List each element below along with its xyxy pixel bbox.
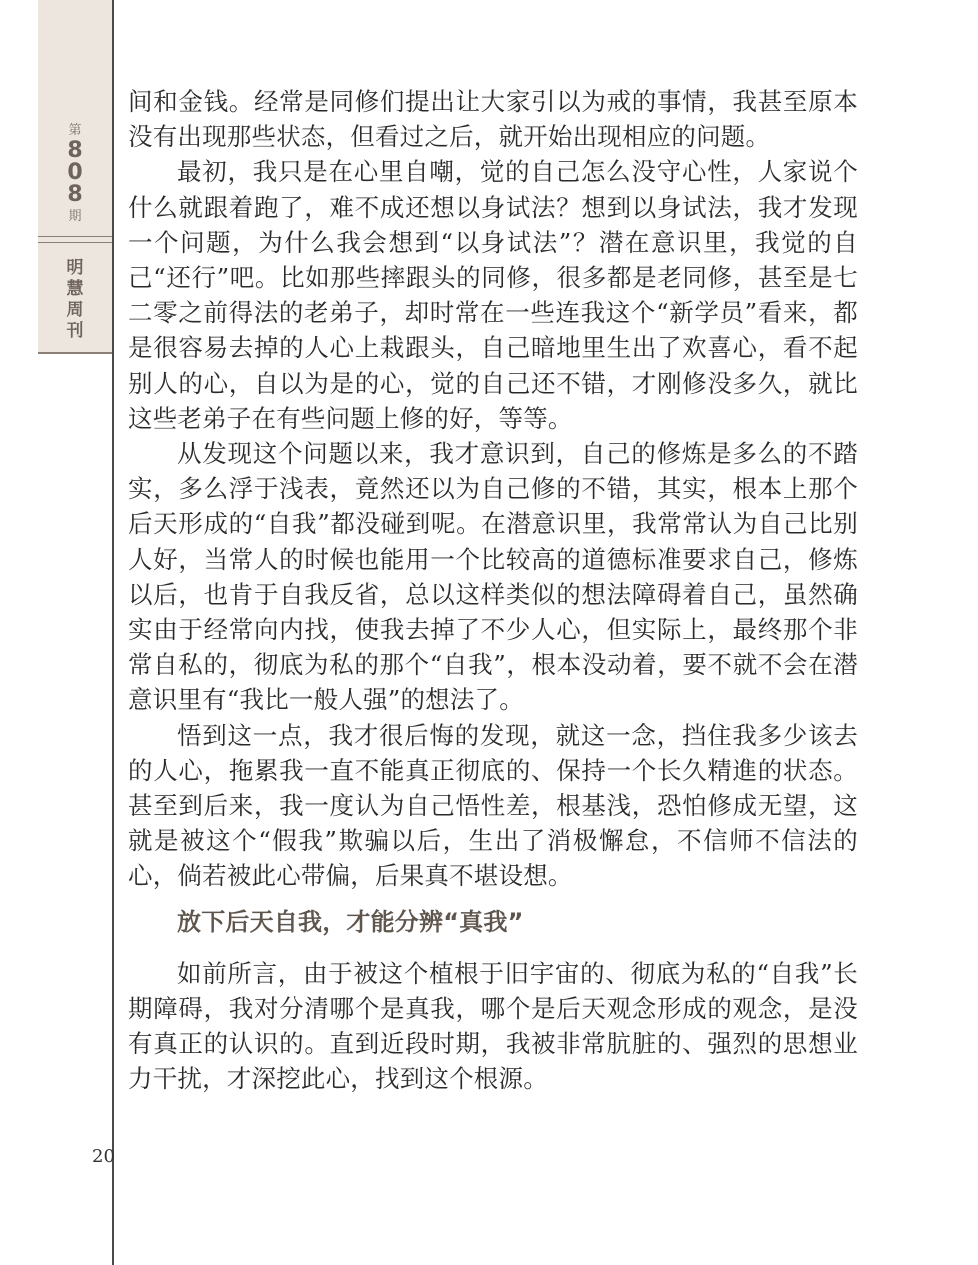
- issue-digit-2: 0: [67, 160, 83, 185]
- issue-prefix: 第: [68, 123, 82, 138]
- paragraph-3: 从发现这个问题以来，我才意识到，自己的修炼是多么的不踏实，多么浮于浅表，竟然还以为自己修的不错，其实，根本上那个后天形成的“自我”都没碰到呢。在潜意识里，我常常认为自己比别人好，当常人的时候也能用一个比较高的道德标准要求自己，修炼以后，也肯于自我反省，总以这样类似的想法障碍着自己，虽然确实由于经常向内找，使我去掉了不少人心，但实际上，最终那个非常自私的，彻底为私的那个“自我”，根本没动着，要不就不会在潜意识里有“我比一般人强”的想法了。: [128, 439, 858, 715]
- article-body: [128, 84, 858, 1096]
- issue-label: [38, 122, 112, 226]
- issue-digit-1: 8: [67, 138, 83, 163]
- paragraph-1: 间和金钱。经常是同修们提出让大家引以为戒的事情，我甚至原本没有出现那些状态，但看过之后，就开始出现相应的问题。: [128, 87, 858, 152]
- paragraph-5: 如前所言，由于被这个植根于旧宇宙的、彻底为私的“自我”长期障碍，我对分清哪个是真我，哪个是后天观念形成的观念，是没有真正的认识的。直到近段时期，我被非常肮脏的、强烈的思想业力干扰，才深挖此心，找到这个根源。: [128, 958, 858, 1094]
- sidebar-divider: [38, 236, 112, 243]
- issue-digit-3: 8: [67, 182, 83, 207]
- magazine-char: 刊: [66, 321, 84, 341]
- margin-rule: [112, 0, 114, 1265]
- magazine-char: 明: [66, 258, 84, 278]
- paragraph-4: 悟到这一点，我才很后悔的发现，就这一念，挡住我多少该去的人心，拖累我一直不能真正彻底的、保持一个长久精進的状态。甚至到后来，我一度认为自己悟性差，根基浅，恐怕修成无望，这就是被这个“假我”欺骗以后，生出了消极懈怠，不信师不信法的心，倘若被此心带偏，后果真不堪设想。: [128, 720, 858, 891]
- issue-suffix: 期: [68, 209, 82, 224]
- magazine-char: 慧: [66, 279, 84, 299]
- magazine-name: [38, 258, 112, 342]
- paragraph-2: 最初，我只是在心里自嘲，觉的自己怎么没守心性，人家说个什么就跟着跑了，难不成还想以身试法？想到以身试法，我才发现一个问题，为什么我会想到“以身试法”？潜在意识里，我觉的自己“还行”吧。比如那些摔跟头的同修，很多都是老同修，甚至是七二零之前得法的老弟子，却时常在一些连我这个“新学员”看来，都是很容易去掉的人心上栽跟头，自己暗地里生出了欢喜心，看不起别人的心，自以为是的心，觉的自己还不错，才刚修没多久，就比这些老弟子在有些问题上修的好，等等。: [128, 157, 858, 433]
- page-number: 20: [92, 1146, 115, 1167]
- magazine-char: 周: [66, 300, 84, 320]
- section-heading: 放下后天自我，才能分辨“真我”: [177, 907, 524, 936]
- issue-number: [38, 140, 112, 206]
